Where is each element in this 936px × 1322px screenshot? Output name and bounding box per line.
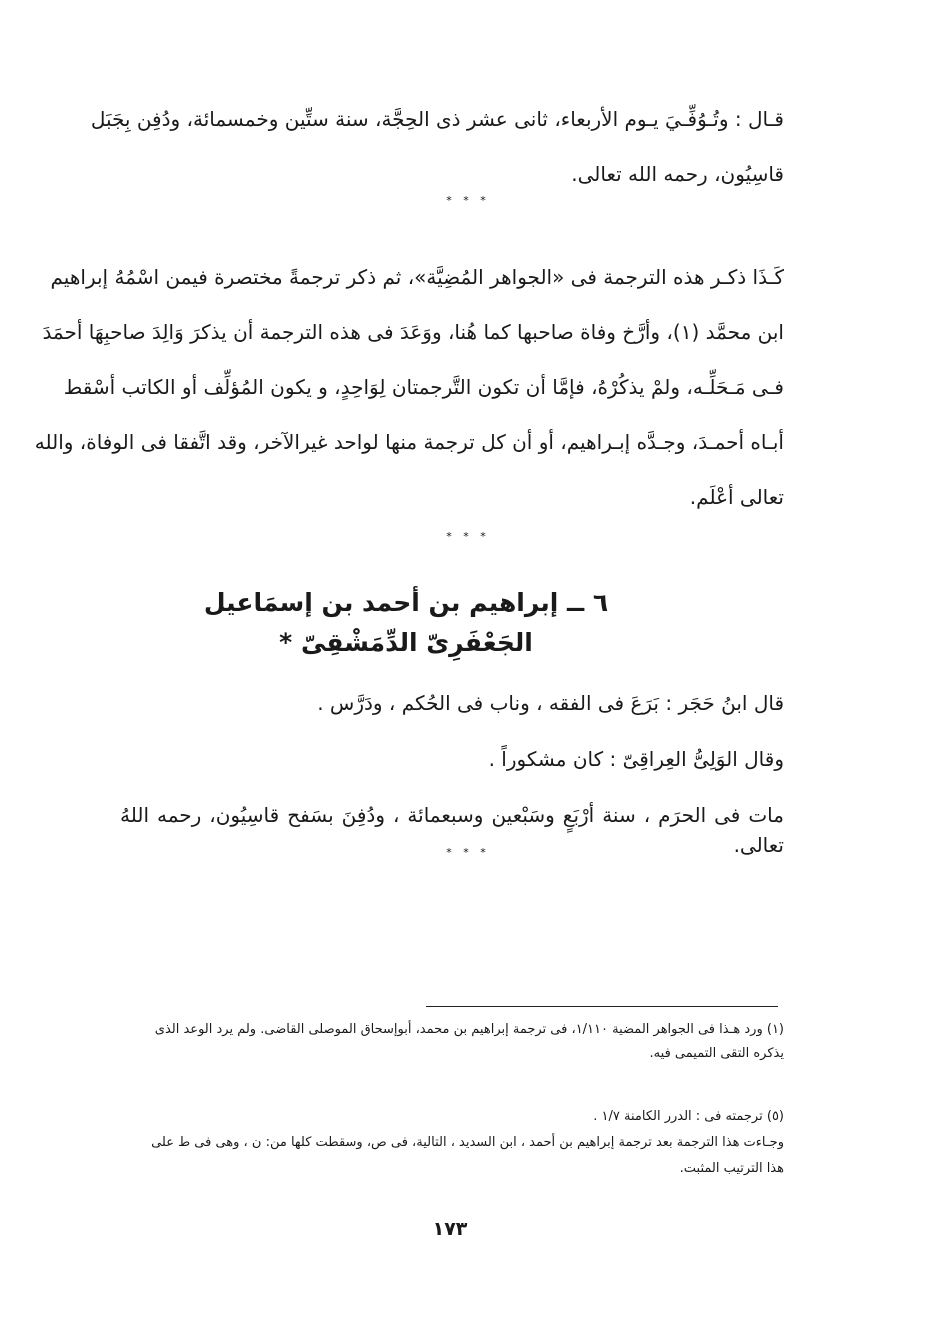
page-number: ١٧٣ (432, 1218, 468, 1240)
footnote-divider (426, 1006, 778, 1007)
section-separator: * * * (446, 530, 490, 543)
footnote-line: هذا الترتيب المثبت. (679, 1161, 784, 1176)
entry-line: قال ابنُ حَجَر : بَرَعَ فى الفقه ، وناب فى الحُكم ، ودَرَّس . (317, 691, 784, 715)
section-separator: * * * (446, 194, 490, 207)
entry-line: مات فى الحرَم ، سنة أرْبَعٍ وسَبْعين وسبعمائة ، ودُفِنَ بسَفح قاسِيُون، رحمه اللهُ تعالى. (120, 803, 784, 857)
footnote-line: (١) ورد هـذا فى الجواهر المضية ١/١١٠، فى ترجمة إبراهيم بن محمد، أبوإسحاق الموصلى القاضى. ولم يرد الوعد الذى (154, 1022, 784, 1037)
paragraph-line: تعالى أعْلَم. (689, 485, 784, 509)
paragraph-line: قاسِيُون، رحمه الله تعالى. (571, 162, 784, 186)
footnote-line: وجـاءت هذا الترجمة بعد ترجمة إبراهيم بن أحمد ، ابن السديد ، التالية، فى ص، وسقطت كلها من: ن ، وهى فى ط على (151, 1135, 784, 1150)
paragraph-line: ابن محمَّد (١)، وأرَّخ وفاة صاحبها كما هُنا، ووَعَدَ فى هذه الترجمة أن يذكرَ وَالِدَ صاحبِهَا أحمَدَ (42, 320, 784, 344)
entry-heading-nisba: الجَعْفَرِىّ الدِّمَشْقِىّ * (279, 628, 533, 657)
footnote-line: يذكره التقى التميمى فيه. (649, 1046, 784, 1061)
translation-note-paragraph (34, 250, 784, 525)
footnote-1 (120, 1018, 784, 1066)
death-note-paragraph (90, 92, 784, 202)
entry-heading-name: ٦ ــ إبراهيم بن أحمد بن إسمَاعيل (203, 588, 609, 617)
paragraph-line: أبـاه أحمـدَ، وجـدَّه إبـراهيم، أو أن كل ترجمة منها لواحد غيرالآخر، وقد اتَّفقا فى الوفاة، والله (34, 430, 784, 454)
entry-line: وقال الوَلِىُّ العِراقِىّ : كان مشكوراً . (488, 747, 784, 771)
paragraph-line: فـى مَـحَلِّـه، ولمْ يذكُرْهُ، فإمَّا أن تكون التَّرجمتان لِوَاحِدٍ، و يكون المُؤلِّف أو الكاتب أسْقط (63, 375, 784, 399)
section-separator: * * * (446, 846, 490, 859)
paragraph-line: كَـذَا ذكـر هذه الترجمة فى «الجواهر المُضِيَّة»، ثم ذكر ترجمةً مختصرة فيمن اسْمُهُ إبراهيم (50, 265, 784, 289)
footnote-2 (120, 1104, 784, 1182)
footnote-line: (٥) ترجمته فى : الدرر الكامنة ١/٧ . (593, 1109, 784, 1124)
paragraph-line: قـال : وتُـوُفِّـيَ يـوم الأربعاء، ثانى عشر ذى الحِجَّة، سنة ستِّين وخمسمائة، ودُفِن بِجَبَل (90, 107, 784, 131)
